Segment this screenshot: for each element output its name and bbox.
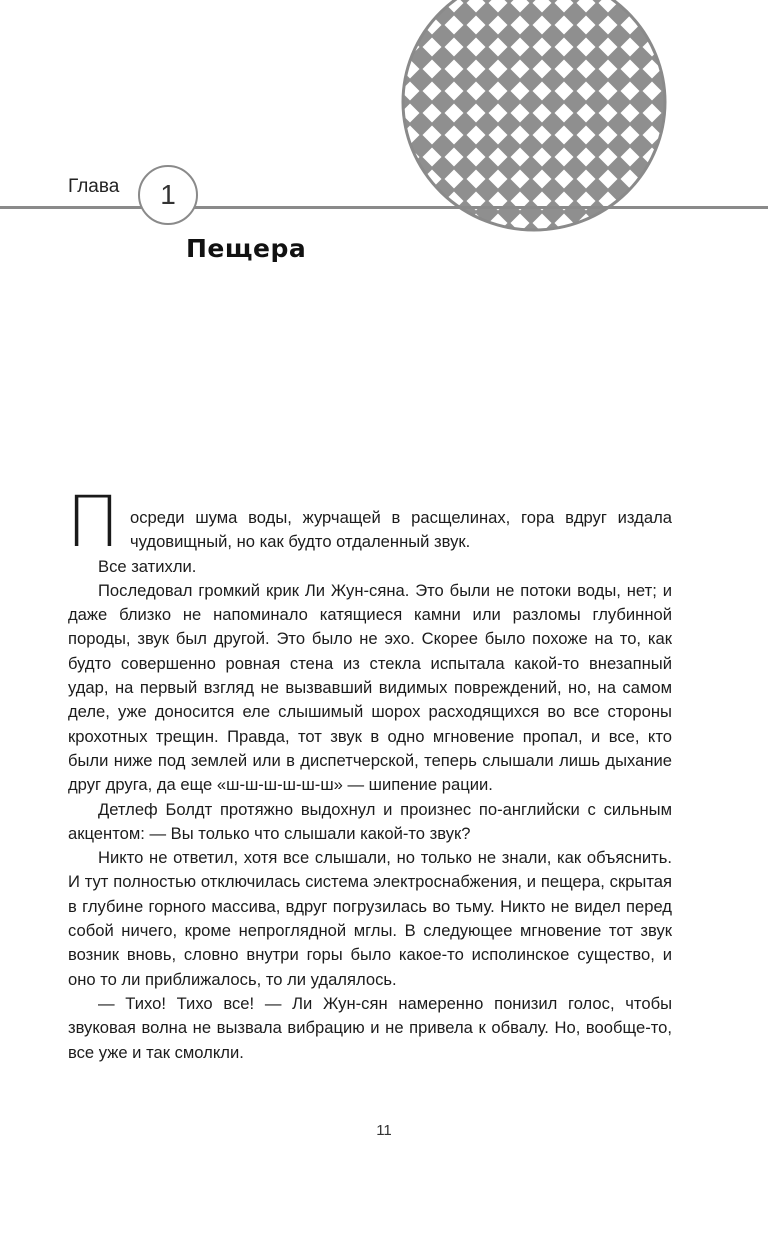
- svg-text:П: П: [66, 492, 120, 548]
- decorative-pattern-circle: [399, 0, 669, 235]
- paragraph-first: [68, 506, 672, 555]
- chapter-number: 1: [160, 179, 176, 210]
- paragraph: Все затихли.: [98, 556, 197, 576]
- paragraph: — Тихо! Тихо все! — Ли Жун-сян намеренно понизил голос, чтобы звуковая волна не вызвала вибрацию и не привела к обвалу. Но, вообще-то, все уже и так смолкли.: [68, 993, 672, 1062]
- paragraph: Никто не ответил, хотя все слышали, но только не знали, как объяснить. И тут полностью отключилась система электроснабжения, и пещера, скрытая в глубине горного массива, вдруг погрузилась во тьму. Никто не видел перед собой ничего, кроме непроглядной мглы. В следующее мгновение тот звук возник вновь, словно внутри горы было какое-то исполинское существо, и оно то ли приближалось, то ли удалялось.: [68, 848, 672, 989]
- paragraph: Детлеф Болдт протяжно выдохнул и произнес по-английски с сильным акцентом: — Вы только что слышали какой-то звук?: [68, 799, 672, 843]
- chapter-label: Глава: [68, 176, 120, 197]
- paragraph: Последовал громкий крик Ли Жун-сяна. Это были не потоки воды, нет; и даже близко не напоминало катящиеся камни или разломы глубинной породы, звук был другой. Это было не эхо. Скорее было похоже на то, как будто совершенно ровная стена из стекла испытала какой-то внезапный удар, на первый взгляд не вызвавший видимых повреждений, но, на самом деле, уже доносится еле слышимый шорох расходящихся во все стороны крохотных трещин. Правда, тот звук в одно мгновение пропал, и все, кто были ниже под землей или в диспетчерской, теперь слышали лишь дыхание друг друга, да еще «ш-ш-ш-ш-ш-ш» — шипение рации.: [68, 580, 672, 795]
- first-line-continuation: чудовищный, но как будто отдаленный звук.: [130, 532, 471, 552]
- chapter-rule: [0, 206, 768, 209]
- first-line: осреди шума воды, журчащей в расщелинах, гора вдруг издала: [130, 508, 672, 527]
- chapter-title: Пещера: [186, 234, 307, 263]
- body-text: [68, 506, 672, 1065]
- chapter-number-circle: [138, 165, 198, 225]
- page-number: 11: [376, 1122, 392, 1139]
